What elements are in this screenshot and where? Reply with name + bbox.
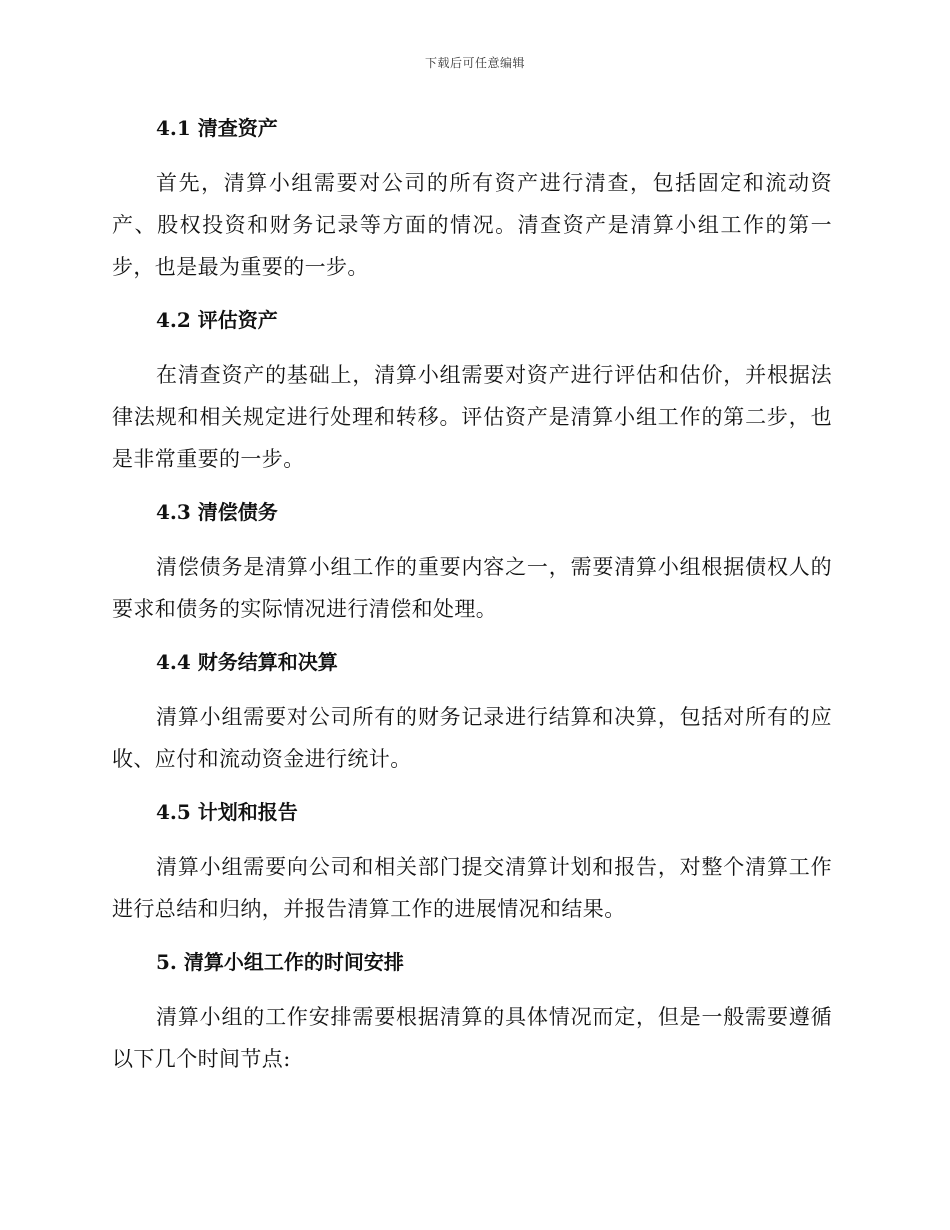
section-paragraph-5: 清算小组的工作安排需要根据清算的具体情况而定，但是一般需要遵循以下几个时间节点: <box>112 1005 832 1071</box>
section-paragraph-4-2: 在清查资产的基础上，清算小组需要对资产进行评估和估价，并根据法律法规和相关规定进行处理和转移。评估资产是清算小组工作的第二步，也是非常重要的一步。 <box>112 363 832 471</box>
section-heading-4-4: 4.4 财务结算和决算 <box>156 650 338 674</box>
section-paragraph-4-4: 清算小组需要对公司所有的财务记录进行结算和决算，包括对所有的应收、应付和流动资金进行统计。 <box>112 705 832 771</box>
section-heading-5: 5. 清算小组工作的时间安排 <box>156 950 404 974</box>
section-paragraph-4-3: 清偿债务是清算小组工作的重要内容之一，需要清算小组根据债权人的要求和债务的实际情况进行清偿和处理。 <box>112 555 832 621</box>
section-heading-4-3: 4.3 清偿债务 <box>156 500 278 524</box>
section-heading-4-1: 4.1 清查资产 <box>156 116 278 140</box>
section-heading-4-2: 4.2 评估资产 <box>156 308 278 332</box>
section-heading-4-5: 4.5 计划和报告 <box>156 800 298 824</box>
page-header: 下载后可任意编辑 <box>424 56 525 70</box>
section-paragraph-4-1: 首先，清算小组需要对公司的所有资产进行清查，包括固定和流动资产、股权投资和财务记录等方面的情况。清查资产是清算小组工作的第一步，也是最为重要的一步。 <box>112 171 832 279</box>
section-paragraph-4-5: 清算小组需要向公司和相关部门提交清算计划和报告，对整个清算工作进行总结和归纳，并报告清算工作的进展情况和结果。 <box>112 855 832 921</box>
document-body <box>112 108 832 1092</box>
